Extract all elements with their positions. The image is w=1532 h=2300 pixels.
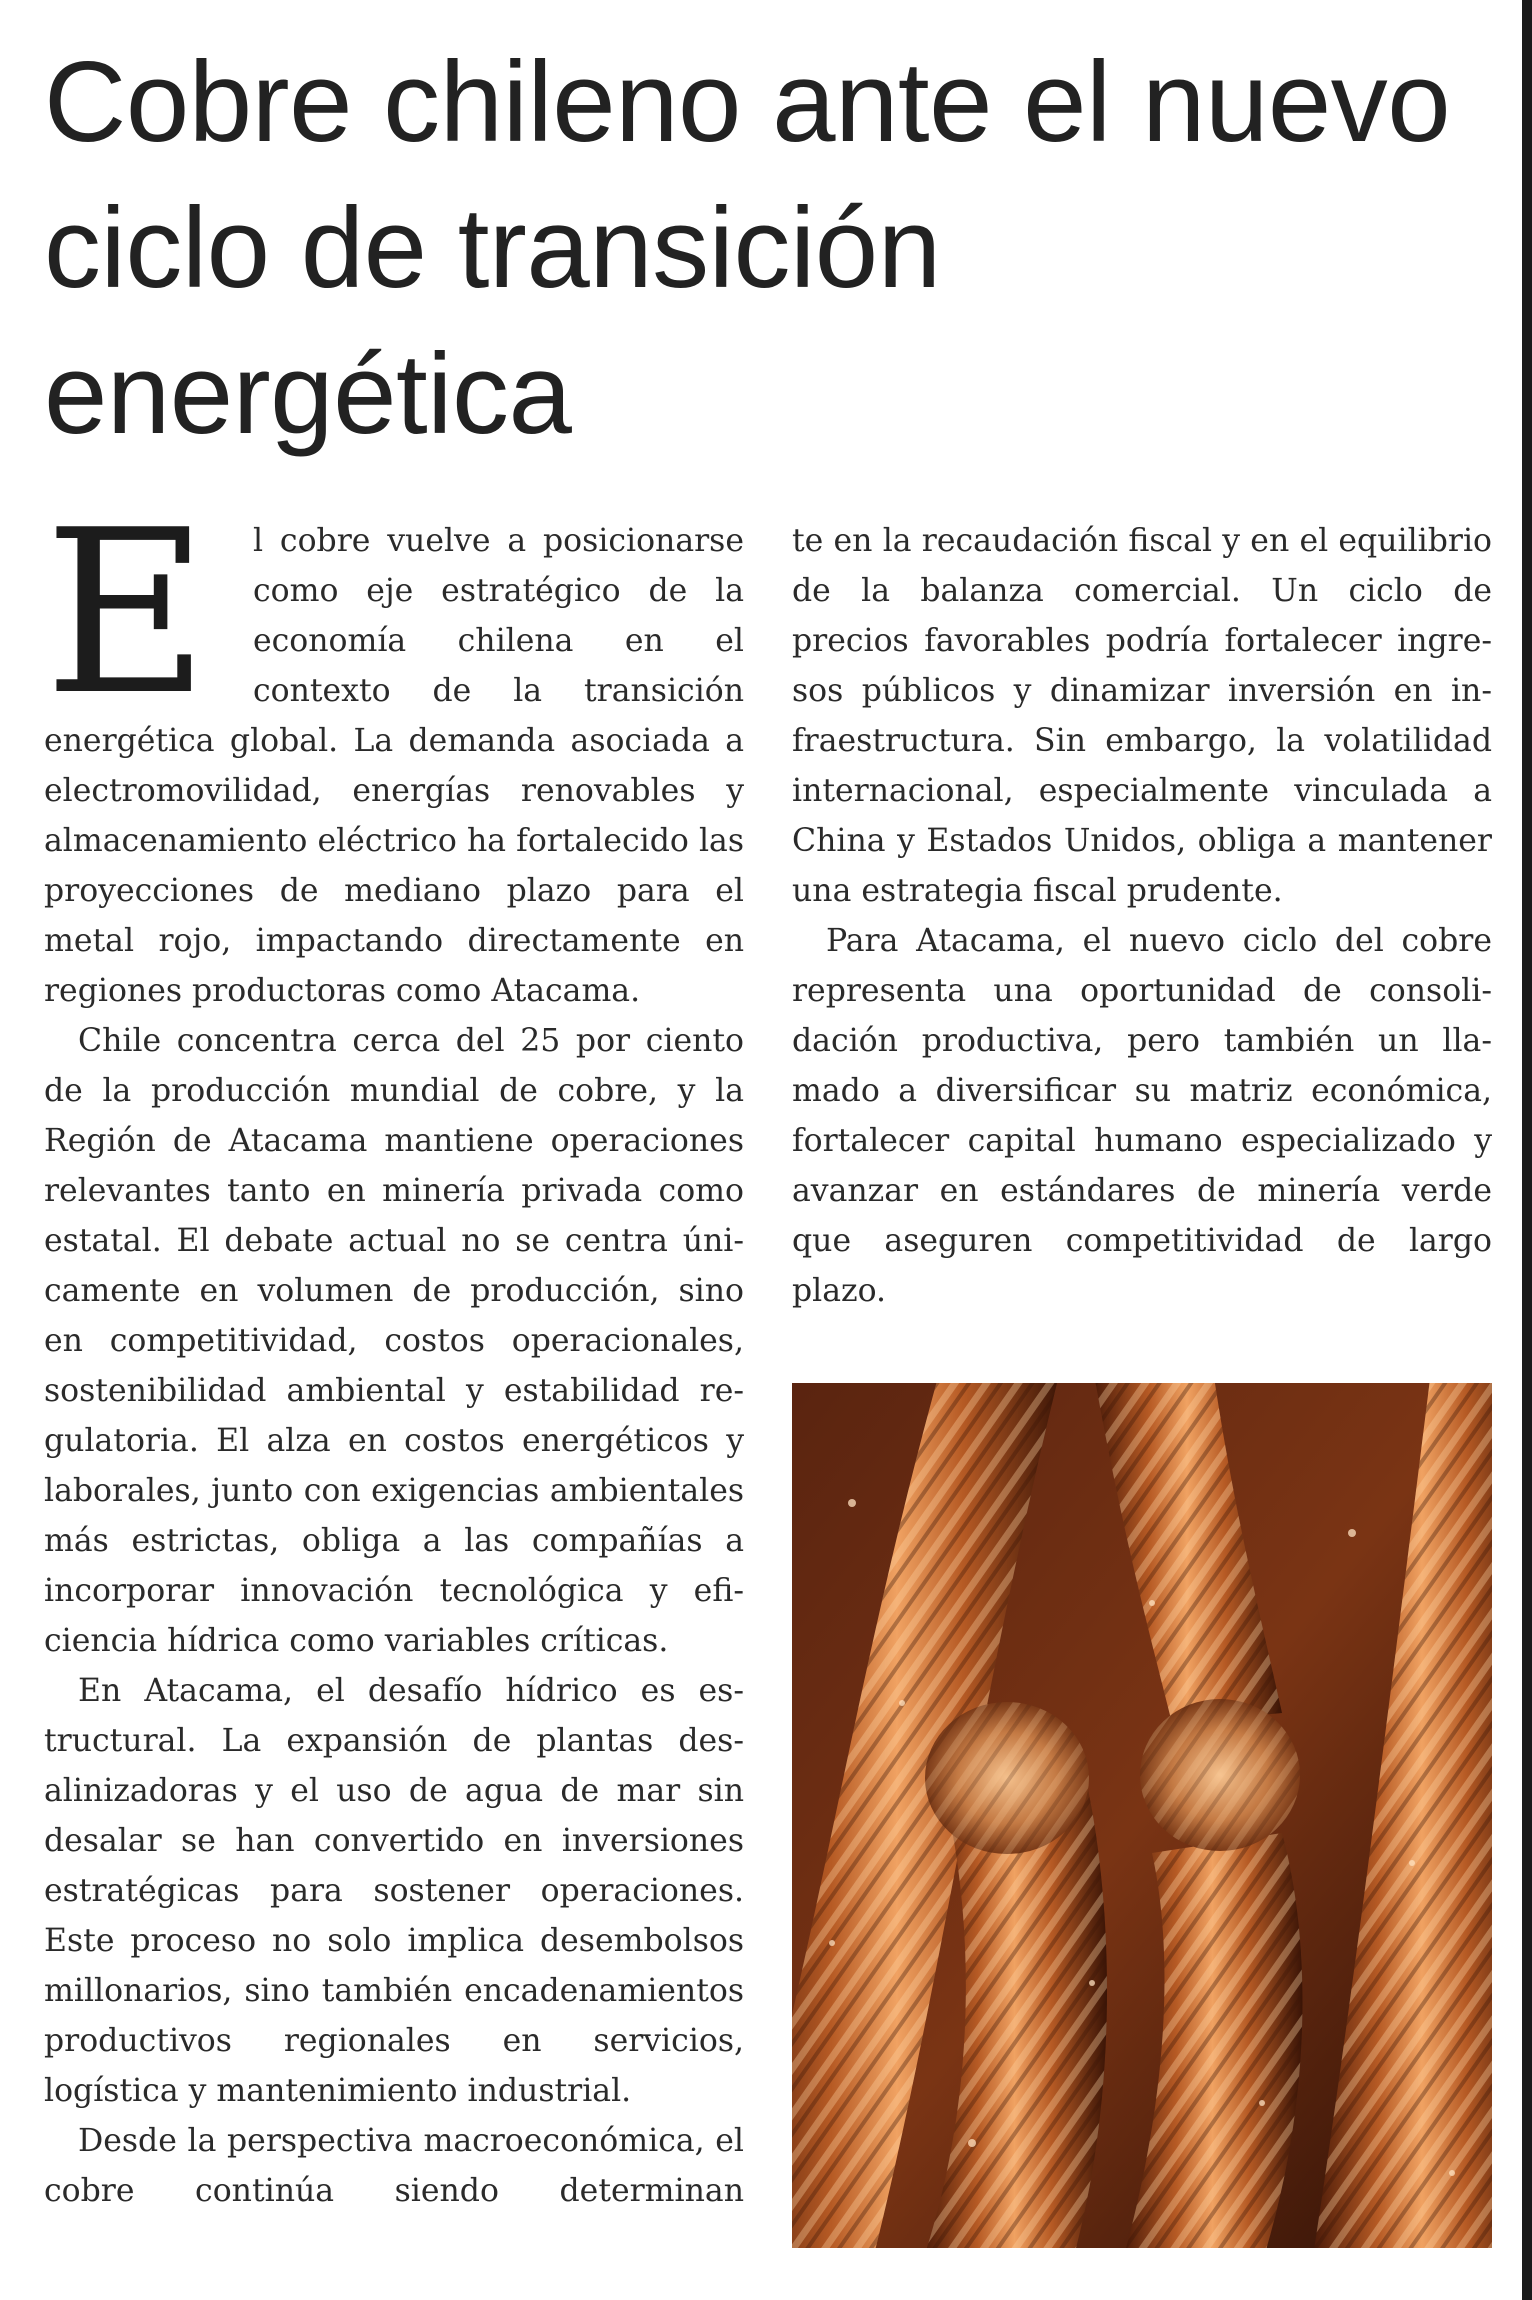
paragraph-1-text: l cobre vuelve a posicionarse como eje estratégico de la economía chilena en el contexto de la transición energética global. La demanda asociada a electromovilidad, energías renovables y almacenamiento eléctrico ha fortalecido las proyecciones de mediano plazo para el metal rojo, impactando directamente en regiones productoras como Atacama.	[44, 523, 744, 1009]
article-column-right	[792, 516, 1492, 1316]
article-column-left	[44, 482, 744, 2216]
article-headline: Cobre chileno ante el nuevo ciclo de transición energética	[44, 39, 1451, 458]
copper-wire-photo	[792, 1383, 1492, 2248]
article-paragraph-4-continued: te en la recaudación fiscal y en el equilibrio de la balanza comercial. Un ciclo de precios favorables podría fortalecer ingresos públicos y dinamizar inversión en infraestructura. Sin embargo, la volatilidad internacional, especialmente vinculada a China y Estados Unidos, obliga a mantener una estrategia fiscal prudente.	[792, 523, 1492, 909]
article-paragraph-1	[44, 482, 744, 1016]
article-paragraph-3: En Atacama, el desafío hídrico es estructural. La expansión de plantas desalinizadoras y el uso de agua de mar sin desalar se han convertido en inversiones estratégicas para sostener operaciones. Este proceso no solo implica desembolsos millonarios, sino también encadenamientos productivos regionales en servicios, logística y mantenimiento industrial.	[44, 1673, 744, 2109]
copper-wire-illustration	[792, 1383, 1492, 2248]
drop-cap: E	[44, 482, 209, 745]
article-paragraph-2: Chile concentra cerca del 25 por ciento de la producción mundial de cobre, y la Región de Atacama mantiene operaciones relevantes tanto en minería privada como estatal. El debate actual no se centra únicamente en volumen de producción, sino en competitividad, costos operacionales, sostenibilidad ambiental y estabilidad regulatoria. El alza en costos energéticos y laborales, junto con exigencias ambientales más estrictas, obliga a las compañías a incorporar innovación tecnológica y eficiencia hídrica como variables críticas.	[44, 1023, 744, 1659]
article-paragraph-5: Para Atacama, el nuevo ciclo del cobre representa una oportunidad de consolidación productiva, pero también un llamado a diversificar su matriz económica, fortalecer capital humano especializado y avanzar en estándares de minería verde que aseguren competitividad de largo plazo.	[792, 923, 1492, 1309]
article-paragraph-4: Desde la perspectiva macroeconómica, el cobre continúa siendo determinan	[44, 2123, 744, 2209]
